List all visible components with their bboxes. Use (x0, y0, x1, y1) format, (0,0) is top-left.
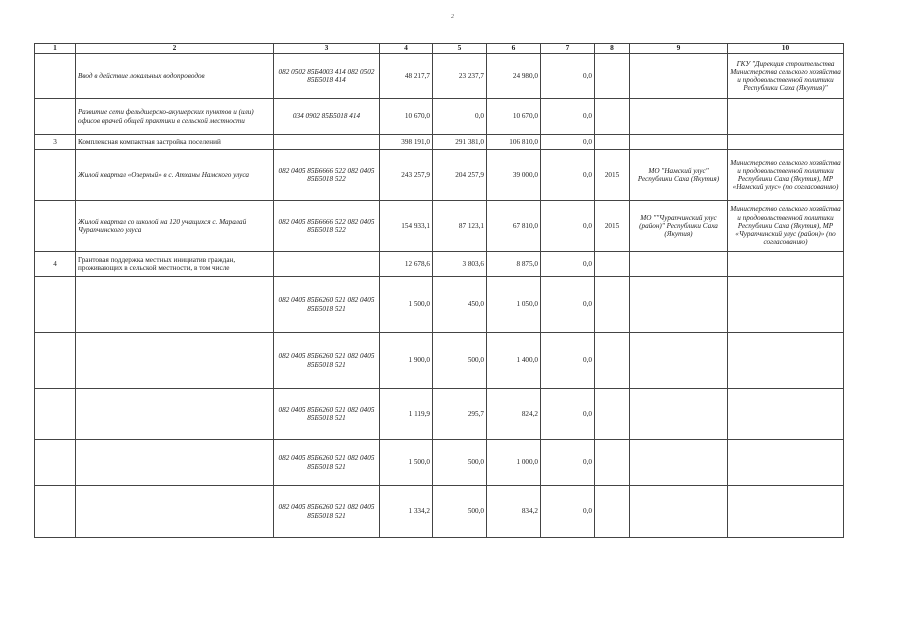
table-cell-c4: 48 217,7 (380, 54, 433, 99)
table-cell-c1: 3 (35, 135, 76, 150)
header-cell: 5 (433, 44, 487, 54)
table-cell-c2: Развитие сети фельдшерско-акушерских пунктов и (или) офисов врачей общей практики в сельской местности (76, 99, 274, 135)
table-cell-c7: 0,0 (541, 277, 595, 333)
table-cell-c1 (35, 201, 76, 252)
table-row (35, 440, 844, 486)
table-cell-c1 (35, 277, 76, 333)
table-cell-c4: 243 257,9 (380, 150, 433, 201)
table-cell-c8 (595, 54, 630, 99)
table-cell-c6: 824,2 (487, 389, 541, 440)
table-cell-c10 (728, 440, 844, 486)
table-cell-c4: 1 500,0 (380, 277, 433, 333)
table-cell-c9 (630, 252, 728, 277)
table-cell-c6: 106 810,0 (487, 135, 541, 150)
table-cell-c2: Комплексная компактная застройка поселений (76, 135, 274, 150)
table-cell-c7: 0,0 (541, 440, 595, 486)
table-cell-c1: 4 (35, 252, 76, 277)
table-cell-c10: Министерство сельского хозяйства и продовольственной политики Республики Саха (Якутия), МР «Намский улус» (по согласованию) (728, 150, 844, 201)
table-cell-c3: 034 0902 85Б5018 414 (274, 99, 380, 135)
table-cell-c3: 082 0405 85Б6260 521 082 0405 85Б5018 521 (274, 333, 380, 389)
table-cell-c5: 23 237,7 (433, 54, 487, 99)
table-cell-c8 (595, 389, 630, 440)
table-cell-c4: 154 933,1 (380, 201, 433, 252)
table-cell-c3 (274, 135, 380, 150)
table-cell-c10 (728, 135, 844, 150)
table-row (35, 486, 844, 538)
table-row (35, 389, 844, 440)
table-cell-c10 (728, 333, 844, 389)
table-row (35, 99, 844, 135)
table-cell-c4: 1 900,0 (380, 333, 433, 389)
table-cell-c5: 295,7 (433, 389, 487, 440)
table-cell-c4: 1 334,2 (380, 486, 433, 538)
table-cell-c1 (35, 486, 76, 538)
table-cell-c3: 082 0405 85Б6666 522 082 0405 85Б5018 522 (274, 201, 380, 252)
table-cell-c3: 082 0502 85Б4003 414 082 0502 85Б5018 414 (274, 54, 380, 99)
table-cell-c8 (595, 99, 630, 135)
table-cell-c1 (35, 54, 76, 99)
table-cell-c6: 1 000,0 (487, 440, 541, 486)
table-cell-c7: 0,0 (541, 252, 595, 277)
table-cell-c10 (728, 252, 844, 277)
table-cell-c9 (630, 54, 728, 99)
table-cell-c9: МО ""Чурапчинский улус (район)" Республики Саха (Якутия) (630, 201, 728, 252)
table-cell-c5: 450,0 (433, 277, 487, 333)
table-cell-c3 (274, 252, 380, 277)
table-cell-c2: Жилой квартал «Озерный» в с. Атханы Намского улуса (76, 150, 274, 201)
table-cell-c7: 0,0 (541, 150, 595, 201)
table-cell-c9: МО "Намский улус" Республики Саха (Якутия) (630, 150, 728, 201)
header-cell: 6 (487, 44, 541, 54)
table-cell-c7: 0,0 (541, 201, 595, 252)
header-cell: 8 (595, 44, 630, 54)
table-cell-c8 (595, 277, 630, 333)
table-cell-c10: Министерство сельского хозяйства и продовольственной политики Республики Саха (Якутия), МР «Чурапчинский улус (район)» (по согласованию) (728, 201, 844, 252)
table-cell-c5: 204 257,9 (433, 150, 487, 201)
header-cell: 2 (76, 44, 274, 54)
table-cell-c2 (76, 277, 274, 333)
table-cell-c5: 500,0 (433, 333, 487, 389)
table-row (35, 252, 844, 277)
table-cell-c5: 0,0 (433, 99, 487, 135)
table-cell-c4: 1 500,0 (380, 440, 433, 486)
header-row (35, 44, 844, 54)
table-cell-c9 (630, 99, 728, 135)
table-cell-c6: 1 050,0 (487, 277, 541, 333)
table-cell-c4: 12 678,6 (380, 252, 433, 277)
table-cell-c6: 24 980,0 (487, 54, 541, 99)
table-cell-c2 (76, 389, 274, 440)
table-cell-c10 (728, 486, 844, 538)
table-cell-c3: 082 0405 85Б6260 521 082 0405 85Б5018 521 (274, 389, 380, 440)
table-cell-c3: 082 0405 85Б6666 522 082 0405 85Б5018 522 (274, 150, 380, 201)
table-cell-c3: 082 0405 85Б6260 521 082 0405 85Б5018 521 (274, 440, 380, 486)
table-cell-c10 (728, 99, 844, 135)
table-cell-c7: 0,0 (541, 333, 595, 389)
table-cell-c5: 87 123,1 (433, 201, 487, 252)
table-cell-c2 (76, 486, 274, 538)
table-row (35, 277, 844, 333)
table-cell-c6: 10 670,0 (487, 99, 541, 135)
table-cell-c7: 0,0 (541, 135, 595, 150)
table-cell-c8 (595, 252, 630, 277)
table-cell-c8: 2015 (595, 150, 630, 201)
table-cell-c9 (630, 277, 728, 333)
table-cell-c7: 0,0 (541, 54, 595, 99)
table-row (35, 150, 844, 201)
table-cell-c10: ГКУ "Дирекция строительства Министерства сельского хозяйства и продовольственной политики Республики Саха (Якутия)" (728, 54, 844, 99)
header-cell: 4 (380, 44, 433, 54)
table-cell-c2 (76, 333, 274, 389)
table-cell-c9 (630, 486, 728, 538)
table-cell-c2: Ввод в действие локальных водопроводов (76, 54, 274, 99)
table-cell-c6: 39 000,0 (487, 150, 541, 201)
table-cell-c6: 67 810,0 (487, 201, 541, 252)
table-row (35, 135, 844, 150)
table-cell-c7: 0,0 (541, 389, 595, 440)
table-cell-c8 (595, 440, 630, 486)
table-cell-c10 (728, 277, 844, 333)
header-cell: 7 (541, 44, 595, 54)
table-cell-c5: 291 381,0 (433, 135, 487, 150)
table-cell-c5: 500,0 (433, 440, 487, 486)
table-row (35, 333, 844, 389)
header-cell: 3 (274, 44, 380, 54)
table-cell-c8 (595, 486, 630, 538)
table-cell-c2 (76, 440, 274, 486)
header-cell: 10 (728, 44, 844, 54)
table-cell-c2: Жилой квартал со школой на 120 учащихся с. Маралай Чурапчинского улуса (76, 201, 274, 252)
table-cell-c6: 834,2 (487, 486, 541, 538)
table-cell-c8 (595, 333, 630, 389)
program-table (34, 43, 844, 538)
table-cell-c3: 082 0405 85Б6260 521 082 0405 85Б5018 521 (274, 486, 380, 538)
table-cell-c10 (728, 389, 844, 440)
table-cell-c9 (630, 389, 728, 440)
table-cell-c4: 1 119,9 (380, 389, 433, 440)
header-cell: 1 (35, 44, 76, 54)
table-cell-c9 (630, 135, 728, 150)
table-cell-c3: 082 0405 85Б6260 521 082 0405 85Б5018 521 (274, 277, 380, 333)
table-row (35, 54, 844, 99)
table-body (35, 54, 844, 538)
table-cell-c2: Грантовая поддержка местных инициатив граждан, проживающих в сельской местности, в том числе (76, 252, 274, 277)
table-cell-c1 (35, 150, 76, 201)
table-cell-c6: 8 875,0 (487, 252, 541, 277)
table-cell-c5: 500,0 (433, 486, 487, 538)
table-cell-c6: 1 400,0 (487, 333, 541, 389)
table-cell-c1 (35, 333, 76, 389)
table-cell-c1 (35, 440, 76, 486)
table-cell-c4: 398 191,0 (380, 135, 433, 150)
table-cell-c1 (35, 99, 76, 135)
table-cell-c7: 0,0 (541, 99, 595, 135)
header-cell: 9 (630, 44, 728, 54)
page-number: 2 (451, 14, 454, 20)
table-cell-c9 (630, 440, 728, 486)
table-cell-c8 (595, 135, 630, 150)
table-cell-c8: 2015 (595, 201, 630, 252)
table-cell-c5: 3 803,6 (433, 252, 487, 277)
table-cell-c9 (630, 333, 728, 389)
table-row (35, 201, 844, 252)
table-cell-c7: 0,0 (541, 486, 595, 538)
table-cell-c4: 10 670,0 (380, 99, 433, 135)
table-cell-c1 (35, 389, 76, 440)
